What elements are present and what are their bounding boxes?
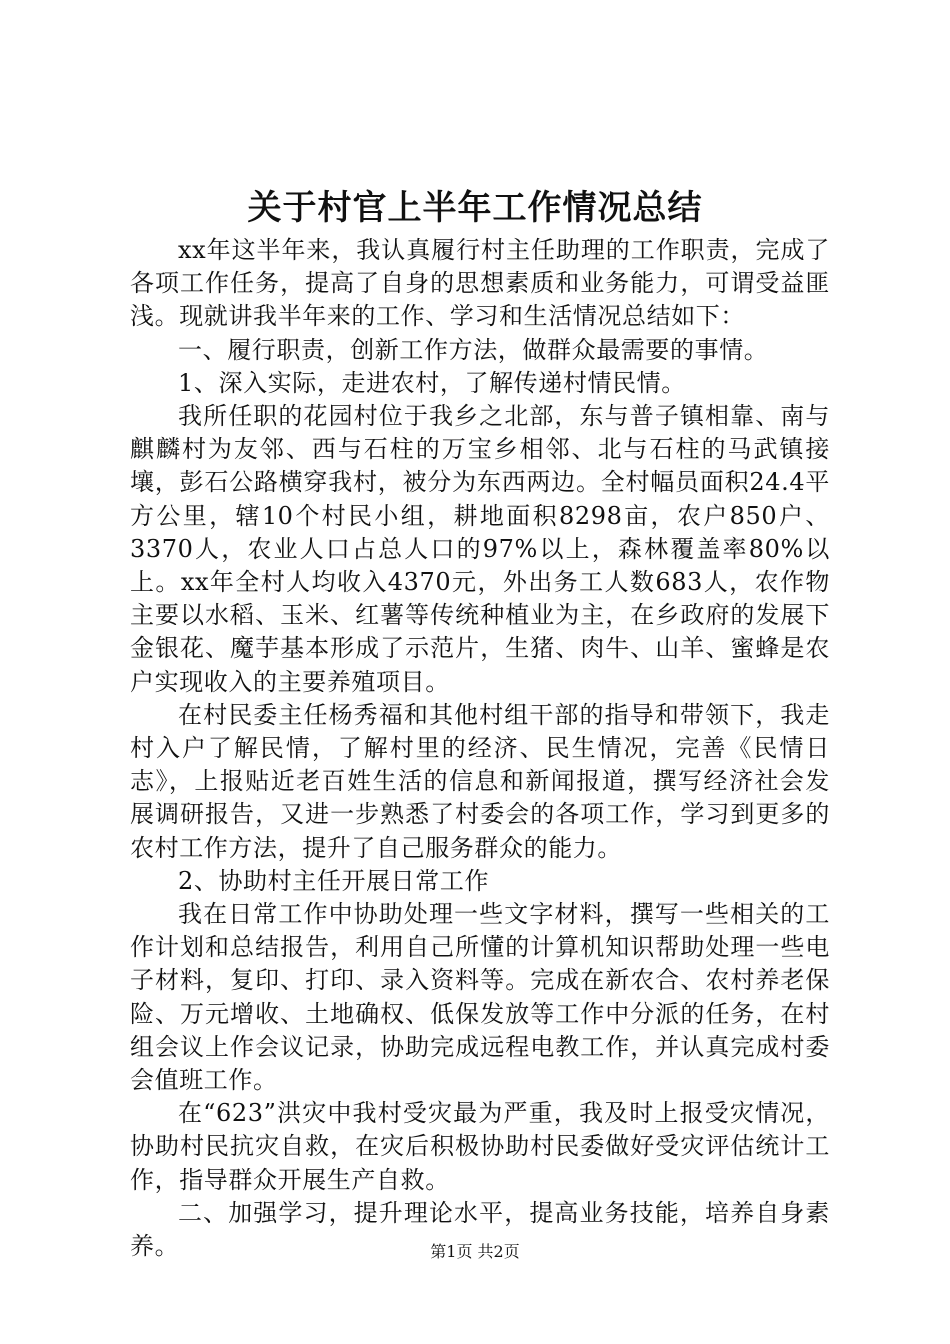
section-heading-2: 二、加强学习，提升理论水平，提高业务技能，培养自身素养。 [130,1198,830,1261]
page-number-footer: 第1页 共2页 [430,1242,520,1261]
section-heading-1: 一、履行职责，创新工作方法，做群众最需要的事情。 [178,335,769,364]
paragraph-intro: xx年这半年来，我认真履行村主任助理的工作职责，完成了各项工作任务，提高了自身的思想素质和业务能力，可谓受益匪浅。现就讲我半年来的工作、学习和生活情况总结如下： [130,236,830,331]
subsection-heading-1: 1、深入实际，走进农村，了解传递村情民情。 [178,368,686,397]
paragraph-village-work: 在村民委主任杨秀福和其他村组干部的指导和带领下，我走村入户了解民情，了解村里的经济、民生情况，完善《民情日志》，上报贴近老百姓生活的信息和新闻报道，撰写经济社会发展调研报告，又进一步熟悉了村委会的各项工作，学习到更多的农村工作方法，提升了自己服务群众的能力。 [130,700,830,862]
document-title: 关于村官上半年工作情况总结 [247,188,703,228]
paragraph-flood-relief: 在“623”洪灾中我村受灾最为严重，我及时上报受灾情况，协助村民抗灾自救，在灾后积极协助村民委做好受灾评估统计工作，指导群众开展生产自救。 [130,1099,830,1194]
document-body [130,234,830,1263]
paragraph-daily-work: 我在日常工作中协助处理一些文字材料，撰写一些相关的工作计划和总结报告，利用自己所懂的计算机知识帮助处理一些电子材料，复印、打印、录入资料等。完成在新农合、农村养老保险、万元增收、土地确权、低保发放等工作中分派的任务，在村组会议上作会议记录，协助完成远程电教工作，并认真完成村委会值班工作。 [130,900,830,1095]
paragraph-village-overview: 我所任职的花园村位于我乡之北部，东与普子镇相靠、南与麒麟村为友邻、西与石柱的万宝乡相邻、北与石柱的马武镇接壤，彭石公路横穿我村，被分为东西两边。全村幅员面积24.4平方公里，辖10个村民小组，耕地面积8298亩，农户850户、3370人，农业人口占总人口的97%以上，森林覆盖率80%以上。xx年全村人均收入4370元，外出务工人数683人，农作物主要以水稻、玉米、红薯等传统种植业为主，在乡政府的发展下金银花、魔芋基本形成了示范片，生猪、肉牛、山羊、蜜蜂是农户实现收入的主要养殖项目。 [130,402,830,696]
subsection-heading-2: 2、协助村主任开展日常工作 [178,866,490,895]
